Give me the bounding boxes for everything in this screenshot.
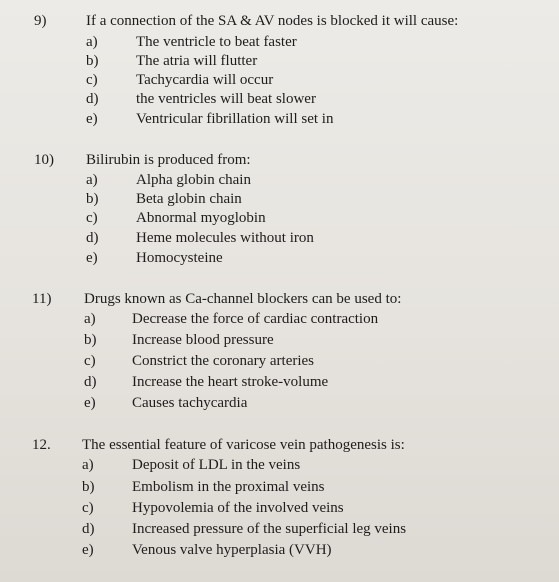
option-d [0, 373, 559, 393]
question-text: Drugs known as Ca-channel blockers can be used to: [84, 291, 402, 307]
option-text: Decrease the force of cardiac contraction [132, 311, 379, 327]
option-b [0, 190, 559, 210]
option-c [0, 499, 559, 519]
option-letter: a) [84, 311, 96, 327]
option-text: Increase the heart stroke-volume [132, 374, 329, 390]
option-letter: e) [82, 542, 94, 558]
option-text: Ventricular fibrillation will set in [136, 111, 334, 127]
option-e [0, 110, 559, 130]
option-text: Causes tachycardia [132, 395, 248, 411]
option-e [0, 541, 559, 561]
option-letter: c) [86, 210, 98, 226]
option-c [0, 71, 559, 91]
option-e [0, 394, 559, 414]
option-text: Tachycardia will occur [136, 72, 274, 88]
option-letter: b) [84, 332, 97, 348]
option-letter: a) [82, 457, 94, 473]
question-number: 9) [34, 13, 47, 29]
option-d [0, 90, 559, 110]
question-number: 11) [32, 291, 52, 307]
option-text: Hypovolemia of the involved veins [132, 500, 344, 516]
option-letter: d) [86, 230, 99, 246]
option-text: Abnormal myoglobin [136, 210, 266, 226]
option-text: the ventricles will beat slower [136, 91, 316, 107]
option-letter: d) [82, 521, 95, 537]
option-letter: a) [86, 172, 98, 188]
question-text: If a connection of the SA & AV nodes is blocked it will cause: [86, 13, 459, 29]
option-text: Increase blood pressure [132, 332, 274, 348]
option-letter: b) [86, 191, 99, 207]
option-c [0, 209, 559, 229]
question-text: Bilirubin is produced from: [86, 152, 251, 168]
option-text: Heme molecules without iron [136, 230, 314, 246]
option-text: Deposit of LDL in the veins [132, 457, 301, 473]
option-a [0, 310, 559, 330]
option-a [0, 456, 559, 476]
option-letter: e) [84, 395, 96, 411]
option-d [0, 229, 559, 249]
option-letter: e) [86, 250, 98, 266]
option-text: The atria will flutter [136, 53, 258, 69]
option-letter: d) [86, 91, 99, 107]
question-number: 12. [32, 437, 51, 453]
option-e [0, 249, 559, 269]
option-text: Embolism in the proximal veins [132, 479, 325, 495]
option-letter: c) [84, 353, 96, 369]
option-text: Increased pressure of the superficial leg veins [132, 521, 407, 537]
option-b [0, 478, 559, 498]
option-letter: b) [82, 479, 95, 495]
option-letter: a) [86, 34, 98, 50]
option-b [0, 331, 559, 351]
option-letter: b) [86, 53, 99, 69]
option-c [0, 352, 559, 372]
question-text: The essential feature of varicose vein pathogenesis is: [82, 437, 405, 453]
option-a [0, 33, 559, 53]
option-a [0, 171, 559, 191]
option-b [0, 52, 559, 72]
option-text: Beta globin chain [136, 191, 242, 207]
option-text: Alpha globin chain [136, 172, 251, 188]
option-text: Homocysteine [136, 250, 223, 266]
option-text: Constrict the coronary arteries [132, 353, 315, 369]
option-letter: d) [84, 374, 97, 390]
option-letter: c) [86, 72, 98, 88]
option-text: Venous valve hyperplasia (VVH) [132, 542, 332, 558]
option-d [0, 520, 559, 540]
question-number: 10) [34, 152, 54, 168]
option-letter: e) [86, 111, 98, 127]
option-text: The ventricle to beat faster [136, 34, 297, 50]
option-letter: c) [82, 500, 94, 516]
